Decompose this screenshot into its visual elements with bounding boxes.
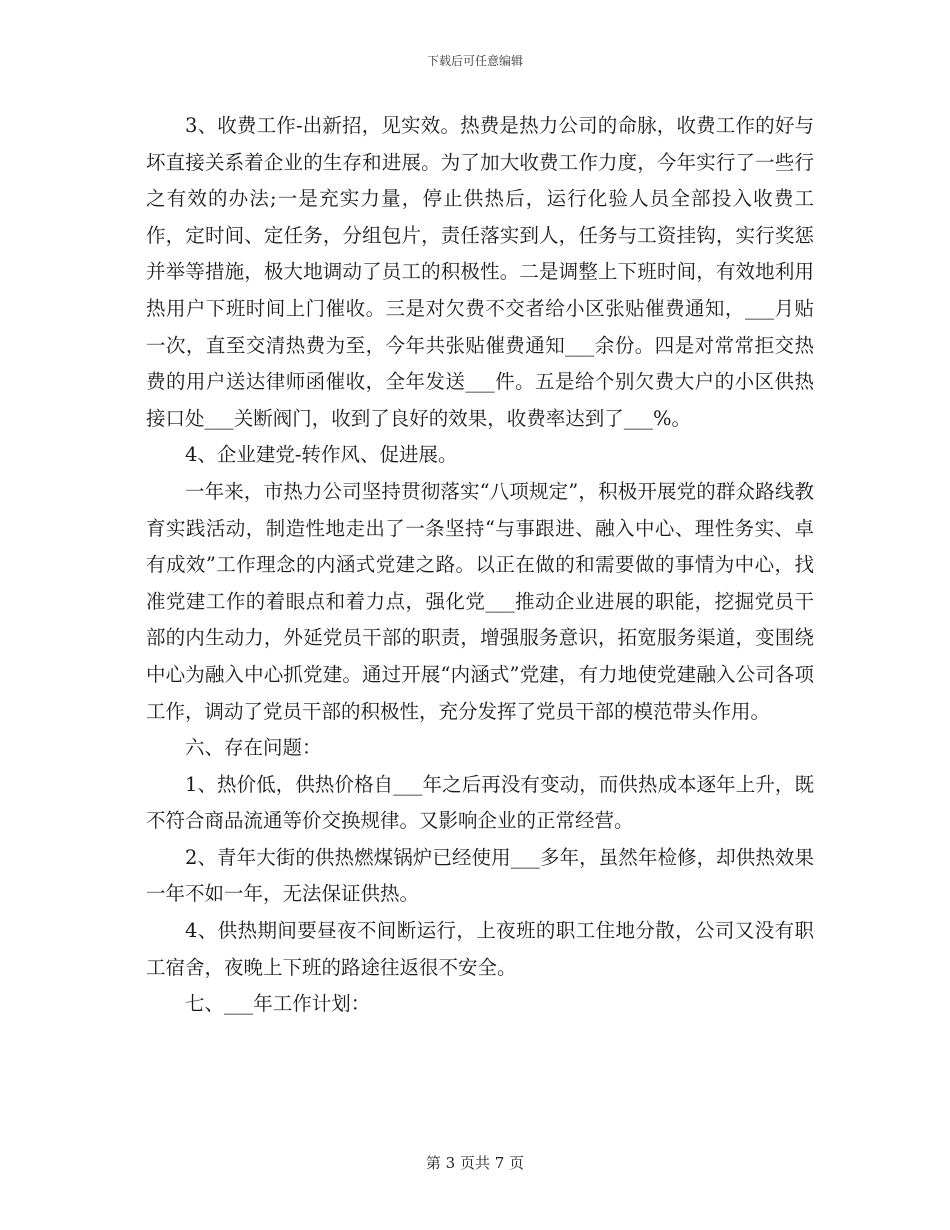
paragraph-problem-night-shift: 4、供热期间要昼夜不间断运行，上夜班的职工住地分散，公司又没有职工宿舍，夜晚上下班的路途往返很不安全。	[146, 919, 814, 979]
page-header: 下载后可任意编辑	[426, 54, 523, 68]
section-heading-problems: 六、存在问题：	[185, 736, 322, 760]
paragraph-problem-price: 1、热价低，供热价格自___年之后再没有变动，而供热成本逐年上升，既不符合商品流通等价交换规律。又影响企业的正常经营。	[146, 772, 814, 833]
paragraph-problem-boiler: 2、青年大街的供热燃煤锅炉已经使用___多年，虽然年检修，却供热效果一年不如一年，无法保证供热。	[146, 845, 814, 906]
document-body	[146, 108, 814, 1023]
paragraph-party-building: 一年来，市热力公司坚持贯彻落实“八项规定”，积极开展党的群众路线教育实践活动，制造性地走出了一条坚持“与事跟进、融入中心、理性务实、卓有成效”工作理念的内涵式党建之路。以正在做的和需要做的事情为中心，找准党建工作的着眼点和着力点，强化党___推动企业进展的职能，挖掘党员干部的内生动力，外延党员干部的职责，增强服务意识，拓宽服务渠道，变围绕中心为融入中心抓党建。通过开展“内涵式”党建，有力地使党建融入公司各项工作，调动了党员干部的积极性，充分发挥了党员干部的模范带头作用。	[146, 479, 814, 723]
section-heading-work-plan: 七、___年工作计划：	[185, 992, 371, 1016]
page-number: 第 3 页共 7 页	[425, 1154, 525, 1172]
paragraph-party-building-heading: 4、企业建党-转作风、促进展。	[185, 443, 458, 467]
paragraph-fee-collection: 3、收费工作-出新招，见实效。热费是热力公司的命脉，收费工作的好与坏直接关系着企业的生存和进展。为了加大收费工作力度，今年实行了一些行之有效的办法;一是充实力量，停止供热后，运行化验人员全部投入收费工作，定时间、定任务，分组包片，责任落实到人，任务与工资挂钩，实行奖惩并举等措施，极大地调动了员工的积极性。二是调整上下班时间，有效地利用热用户下班时间上门催收。三是对欠费不交者给小区张贴催费通知，___月贴一次，直至交清热费为至，今年共张贴催费通知___余份。四是对常常拒交热费的用户送达律师函催收，全年发送___件。五是给个别欠费大户的小区供热接口处___关断阀门，收到了良好的效果，收费率达到了___%。	[146, 114, 814, 430]
